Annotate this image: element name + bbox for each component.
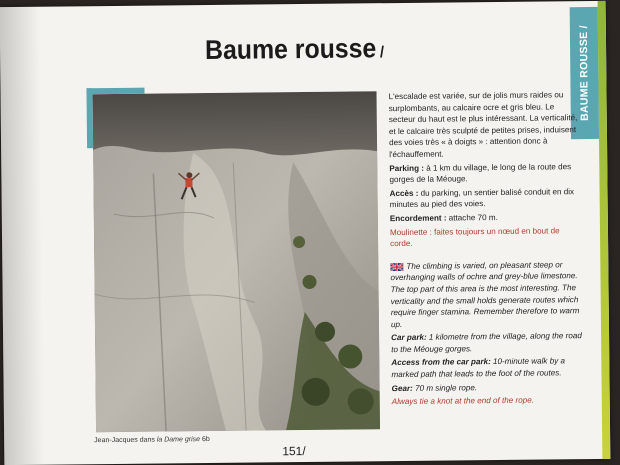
en-carpark [391, 330, 583, 355]
en-carpark-text: 1 kilometre from the village, along the road to the Méouge gorges. [391, 331, 582, 354]
en-intro-text: The climbing is varied, on pleasant steep or overhanging walls of ochre and grey-blue limestone. The top part of this area is the most interesting. The verticality and the small holds generate routes which require finger stamina. Remember therefore to warm up. [390, 260, 580, 329]
climbing-photo [93, 91, 381, 432]
caption-route: la Dame grise [156, 436, 201, 444]
page-title [205, 33, 384, 66]
uk-flag-icon [390, 263, 403, 271]
fr-encordement-text: attache 70 m. [446, 212, 498, 223]
caption-prefix: Jean-Jacques dans [94, 436, 157, 445]
gutter-shadow [0, 7, 44, 465]
title-slash: / [379, 44, 385, 62]
fr-encordement-label: Encordement : [389, 213, 447, 224]
fr-acces-label: Accès : [389, 188, 419, 198]
fr-parking [389, 161, 581, 186]
fr-acces [390, 186, 582, 211]
photo-caption [94, 436, 210, 444]
fr-encordement [390, 211, 582, 225]
body-text [389, 89, 584, 410]
section-tab-label: BAUME ROUSSE / [577, 25, 591, 122]
fr-acces-text: du parking, un sentier balisé conduit en dix minutes au pied des voies. [389, 186, 575, 210]
page-edge-strip [598, 1, 611, 459]
en-gear [392, 381, 584, 395]
page-number: 151/ [282, 444, 306, 459]
en-carpark-label: Car park: [391, 333, 427, 343]
page-title-text: Baume rousse [204, 33, 377, 66]
book-page [0, 1, 610, 465]
en-warning: Always tie a knot at the end of the rope. [391, 395, 534, 407]
fr-parking-label: Parking : [389, 163, 425, 173]
en-access-text: 10-minute walk by a marked path that leads to the foot of the routes. [391, 356, 566, 380]
en-gear-label: Gear: [391, 383, 413, 393]
caption-grade: 6b [199, 436, 210, 444]
fr-intro: L'escalade est variée, sur de jolis murs raides ou surplombants, au calcaire ocre et gris bleu. Le secteur du haut est le plus intéressant. La verticalité, et le calcaire très sculpté de petites prises, induisent des voies très « à doigts » : attention donc à l'échauffement. [388, 90, 578, 160]
en-gear-text: 70 m single rope. [412, 382, 478, 393]
fr-moulinette: Moulinette : faites toujours un nœud en bout de corde. [389, 225, 560, 249]
en-intro [390, 259, 583, 331]
en-access-label: Access from the car park: [391, 357, 491, 368]
cliff-illustration [93, 91, 381, 432]
en-access [391, 356, 583, 381]
fr-parking-text: à 1 km du village, le long de la route des gorges de la Méouge. [389, 161, 572, 185]
